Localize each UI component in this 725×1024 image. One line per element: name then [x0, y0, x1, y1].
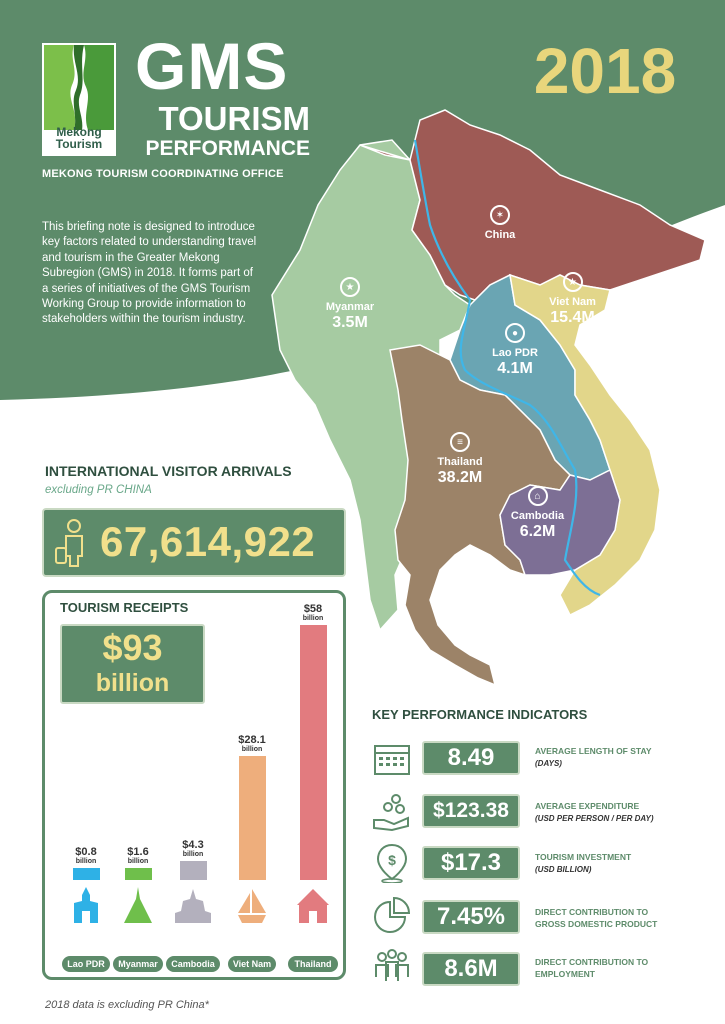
dollar-pin-icon	[372, 843, 412, 883]
kpi-value-5: 8.6M	[444, 955, 498, 982]
svg-text:$: $	[388, 852, 396, 868]
china-flag-icon: ✶	[490, 205, 510, 225]
map-label-laos	[480, 323, 550, 378]
logo-mark-icon	[44, 45, 114, 130]
arrivals-value: 67,614,922	[100, 518, 316, 565]
thailand-flag-icon: ≡	[450, 432, 470, 452]
receipts-bar-label: $58	[303, 603, 323, 615]
year-heading: 2018	[533, 35, 677, 107]
receipts-bar-unit: billion	[182, 851, 204, 859]
country-pill: Viet Nam	[228, 956, 276, 972]
receipts-bar-unit: billion	[302, 615, 324, 622]
kpi-label-5: DIRECT CONTRIBUTION TO	[535, 957, 649, 967]
receipts-bar-myanmar	[125, 868, 152, 880]
map-name-thailand: Thailand	[437, 456, 483, 468]
map-label-china	[470, 205, 530, 242]
map-name-cambodia: Cambodia	[510, 510, 565, 522]
vietnam-flag-icon: ★	[563, 272, 583, 292]
kpi-label-4b: GROSS DOMESTIC PRODUCT	[535, 919, 658, 929]
office-name: MEKONG TOURISM COORDINATING OFFICE	[42, 168, 284, 180]
traveler-icon	[52, 518, 92, 568]
map-value-thailand: 38.2M	[437, 469, 483, 486]
kpi-sub-1: (DAYS)	[535, 759, 562, 768]
map-label-myanmar	[310, 277, 390, 332]
kpi-value-3: $17.3	[440, 849, 502, 876]
kpi-value-2: $123.38	[433, 799, 509, 822]
receipts-bar-viet-nam	[239, 756, 266, 880]
receipts-bar-label: $0.8	[75, 846, 97, 858]
receipts-bar-label: $4.3	[182, 839, 204, 852]
calendar-icon	[372, 740, 412, 780]
map-name-china: China	[484, 229, 516, 241]
footnote: 2018 data is excluding PR China*	[45, 999, 209, 1011]
arrivals-subtitle: excluding PR CHINA	[45, 484, 152, 496]
map-name-vietnam: Viet Nam	[549, 296, 596, 308]
map-label-cambodia	[500, 486, 575, 541]
title-tourism: TOURISM	[158, 100, 310, 137]
kpi-label-1: AVERAGE LENGTH OF STAY	[535, 746, 652, 756]
receipts-bar-cambodia	[180, 861, 207, 880]
kpi-label-2: AVERAGE EXPENDITURE	[535, 801, 640, 811]
kpi-label-3: TOURISM INVESTMENT	[535, 852, 632, 862]
receipts-bar-unit: billion	[241, 746, 263, 754]
cambodia-flag-icon: ⌂	[528, 486, 548, 506]
laos-flag-icon: ●	[505, 323, 525, 343]
map-label-vietnam	[535, 272, 610, 327]
landmark-icon	[293, 885, 333, 925]
receipts-bar-lao-pdr	[73, 868, 100, 880]
landmark-icon	[173, 885, 213, 925]
receipts-bar-label: $28.1	[238, 734, 266, 747]
map-value-cambodia: 6.2M	[519, 523, 556, 540]
map-value-vietnam: 15.4M	[550, 309, 595, 326]
receipts-total-value: $93	[102, 627, 163, 668]
kpi-label-4: DIRECT CONTRIBUTION TO	[535, 907, 649, 917]
kpi-value-4: 7.45%	[436, 903, 506, 930]
title-gms: GMS	[135, 29, 289, 103]
receipts-bar-unit: billion	[127, 858, 149, 865]
logo-text	[42, 126, 116, 150]
kpi-title: KEY PERFORMANCE INDICATORS	[372, 707, 588, 722]
map-value-laos: 4.1M	[497, 360, 533, 377]
country-pill: Myanmar	[113, 956, 163, 972]
receipts-bar-label: $1.6	[127, 846, 149, 858]
title-performance: PERFORMANCE	[145, 137, 310, 160]
country-pill: Thailand	[288, 956, 338, 972]
receipts-bar-thailand	[300, 625, 327, 880]
country-pill: Cambodia	[166, 956, 220, 972]
landmark-icon	[232, 885, 272, 925]
money-hand-icon	[372, 792, 412, 832]
receipts-title: TOURISM RECEIPTS	[60, 600, 189, 615]
receipts-total-unit: billion	[95, 669, 170, 697]
arrivals-title: INTERNATIONAL VISITOR ARRIVALS	[45, 463, 292, 479]
kpi-sub-2: (USD PER PERSON / PER DAY)	[535, 814, 654, 823]
people-icon	[372, 947, 412, 987]
myanmar-flag-icon: ★	[340, 277, 360, 297]
kpi-sub-3: (USD BILLION)	[535, 865, 592, 874]
logo-line1: Mekong	[56, 125, 102, 139]
map-name-myanmar: Myanmar	[325, 301, 375, 313]
kpi-value-1: 8.49	[447, 744, 495, 771]
logo-line2: Tourism	[55, 137, 103, 151]
landmark-icon	[66, 885, 106, 925]
country-pill: Lao PDR	[62, 956, 110, 972]
map-value-myanmar: 3.5M	[332, 314, 368, 331]
landmark-icon	[118, 885, 158, 925]
kpi-label-5b: EMPLOYMENT	[535, 969, 595, 979]
map-label-thailand	[420, 432, 500, 487]
receipts-bar-unit: billion	[75, 858, 97, 865]
pie-chart-icon	[372, 896, 412, 936]
map-name-laos: Lao PDR	[492, 347, 538, 359]
intro-text: This briefing note is designed to introduce key factors related to understanding travel and tourism in the Greater Mekong Subregion (GMS) in 2018. It forms part of a series of initiatives of the GMS Tourism Working Group to provide information to stakeholders within the tourism industry.	[42, 221, 257, 326]
